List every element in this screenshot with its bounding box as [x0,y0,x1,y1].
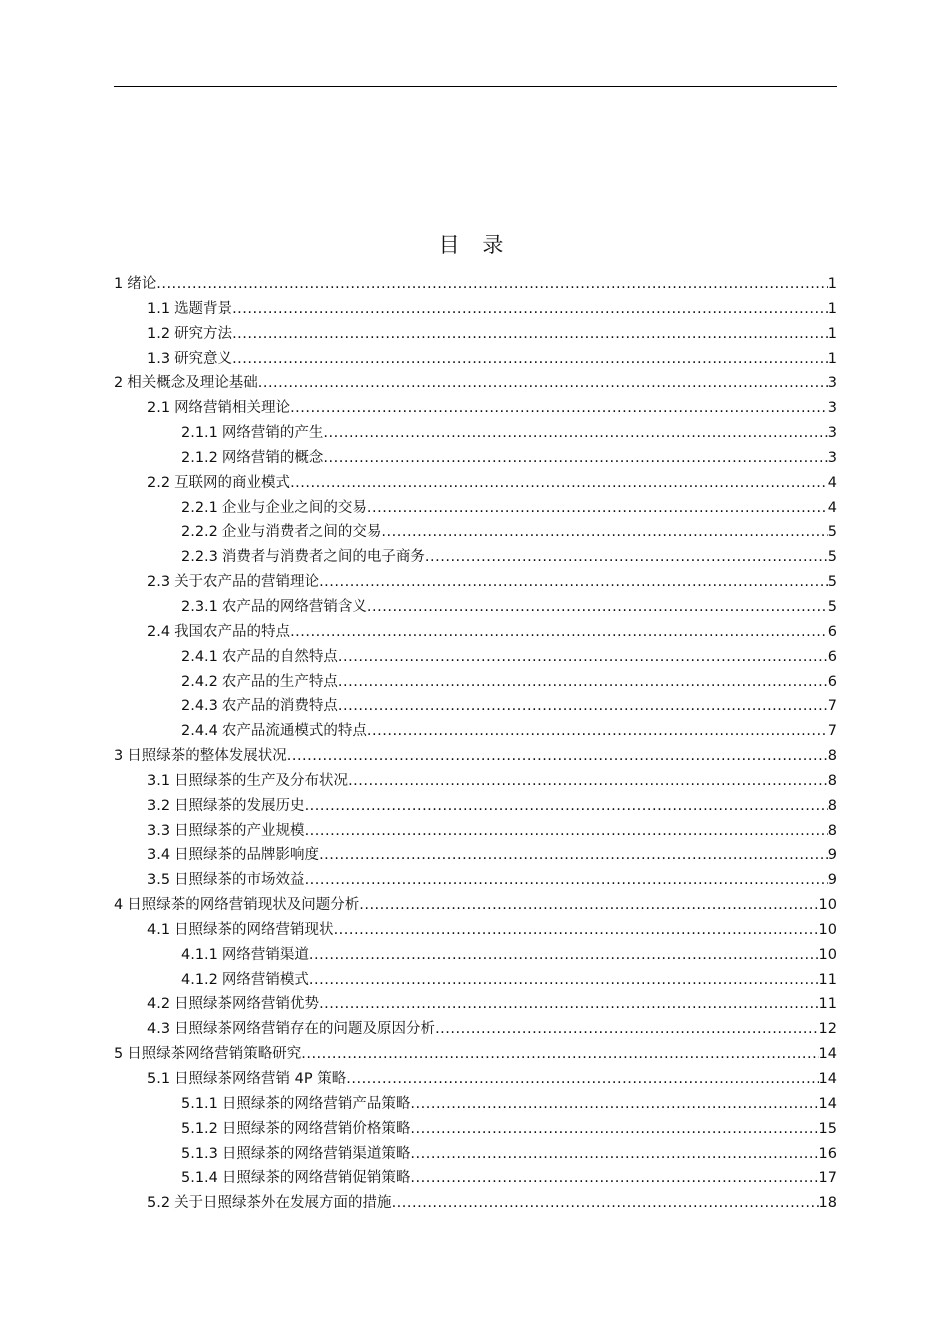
toc-dot-leader [156,272,828,297]
toc-entry-number: 2.4 [147,623,171,640]
toc-entry-title: 研究方法 [174,325,233,342]
toc-dot-leader [346,1067,818,1092]
toc-entry-number: 4 [114,897,124,914]
toc-entry-number: 4.1.1 [181,946,218,963]
toc-entry-title: 日照绿茶的网络营销促销策略 [221,1170,411,1187]
toc-entry[interactable] [114,943,837,968]
toc-entry-number: 3 [114,748,124,765]
toc-entry-number: 4.3 [147,1021,171,1038]
toc-dot-leader [305,794,828,819]
toc-dot-leader [410,1092,818,1117]
toc-entry-title: 消费者与消费者之间的电子商务 [221,549,425,566]
toc-entry-title: 网络营销相关理论 [174,400,291,417]
toc-entry-title: 日照绿茶的发展历史 [174,797,305,814]
toc-entry[interactable] [114,968,837,993]
toc-entry-page: 3 [827,425,837,442]
toc-entry[interactable] [114,272,837,297]
toc-dot-leader [359,893,818,918]
toc-dot-leader [232,322,828,347]
toc-entry[interactable] [114,719,837,744]
toc-entry-page: 3 [827,449,837,466]
toc-entry-page: 1 [827,325,837,342]
toc-dot-leader [319,992,818,1017]
toc-entry-page: 18 [818,1195,837,1212]
toc-entry-title: 日照绿茶网络营销 4P 策略 [174,1071,347,1087]
toc-entry-page: 5 [827,574,837,591]
toc-entry-page: 9 [827,872,837,889]
toc-entry-number: 2.2.3 [181,549,218,566]
toc-entry-title: 日照绿茶的市场效益 [174,872,305,889]
toc-dot-leader [348,769,828,794]
toc-entry-page: 8 [827,797,837,814]
toc-entry[interactable] [114,446,837,471]
toc-entry[interactable] [114,520,837,545]
toc-entry[interactable] [114,1017,837,1042]
toc-entry-page: 8 [827,822,837,839]
toc-entry-title: 我国农产品的特点 [174,623,291,640]
toc-entry[interactable] [114,819,837,844]
toc-entry[interactable] [114,620,837,645]
toc-entry[interactable] [114,471,837,496]
toc-entry-number: 2.4.1 [181,648,218,665]
toc-entry-title: 网络营销的产生 [221,425,324,442]
toc-entry-page: 1 [827,300,837,317]
toc-entry[interactable] [114,1117,837,1142]
toc-entry[interactable] [114,1191,837,1216]
toc-entry-title: 选题背景 [174,300,233,317]
toc-entry-page: 6 [827,623,837,640]
toc-dot-leader [367,496,828,521]
toc-title: 目 录 [438,233,512,257]
toc-entry[interactable] [114,893,837,918]
toc-dot-leader [425,545,828,570]
toc-entry-page: 5 [827,549,837,566]
toc-entry[interactable] [114,297,837,322]
toc-entry-number: 5.2 [147,1195,171,1212]
toc-entry-number: 5.1 [147,1071,171,1087]
toc-entry[interactable] [114,769,837,794]
toc-entry-title: 农产品的自然特点 [221,648,338,665]
toc-entry-number: 3.5 [147,872,171,889]
toc-entry-page: 1 [827,350,837,367]
toc-dot-leader [338,670,828,695]
toc-entry-title: 日照绿茶的品牌影响度 [174,847,320,864]
toc-entry-title: 日照绿茶网络营销存在的问题及原因分析 [174,1021,436,1038]
toc-entry-title: 日照绿茶的网络营销现状及问题分析 [127,897,360,914]
toc-entry-title: 日照绿茶的网络营销现状 [174,921,334,938]
toc-entry-page: 11 [818,971,837,988]
toc-entry-title: 相关概念及理论基础 [127,375,258,392]
toc-entry-page: 12 [818,1021,837,1038]
toc-dot-leader [319,843,828,868]
toc-entry-title: 农产品的消费特点 [221,698,338,715]
toc-entry-page: 14 [818,1095,837,1112]
toc-dot-leader [305,868,828,893]
toc-entry-title: 日照绿茶网络营销优势 [174,996,320,1013]
toc-dot-leader [309,968,819,993]
toc-entry-title: 绪论 [127,276,157,292]
toc-entry-number: 5.1.2 [181,1120,218,1137]
toc-entry-page: 10 [818,897,837,914]
toc-entry-page: 5 [827,598,837,615]
toc-entry-number: 2.1 [147,400,171,417]
toc-dot-leader [381,520,827,545]
toc-dot-leader [338,694,828,719]
toc-entry-page: 4 [827,499,837,516]
toc-entry-number: 2.4.3 [181,698,218,715]
toc-dot-leader [435,1017,818,1042]
toc-entry-number: 2.3 [147,574,171,591]
toc-entry-title: 企业与消费者之间的交易 [221,524,382,541]
toc-entry-title: 关于日照绿茶外在发展方面的措施 [174,1195,392,1212]
toc-entry[interactable] [114,868,837,893]
toc-entry-title: 日照绿茶的网络营销价格策略 [221,1120,411,1137]
toc-entry-title: 日照绿茶的产业规模 [174,822,305,839]
toc-entry-number: 4.1.2 [181,971,218,988]
toc-entry-title: 关于农产品的营销理论 [174,574,320,591]
table-of-contents [114,272,837,1216]
toc-entry[interactable] [114,371,837,396]
toc-entry-title: 网络营销的概念 [221,449,324,466]
toc-entry[interactable] [114,992,837,1017]
toc-entry-number: 4.2 [147,996,171,1013]
toc-dot-leader [410,1166,818,1191]
toc-entry[interactable] [114,843,837,868]
toc-entry[interactable] [114,595,837,620]
toc-dot-leader [290,620,828,645]
toc-entry-page: 8 [827,748,837,765]
toc-dot-leader [232,347,828,372]
toc-entry-page: 6 [827,648,837,665]
toc-dot-leader [232,297,828,322]
toc-entry[interactable] [114,347,837,372]
toc-entry-title: 网络营销模式 [221,971,309,988]
toc-entry-page: 9 [827,847,837,864]
toc-entry-number: 2.1.2 [181,449,218,466]
toc-dot-leader [392,1191,819,1216]
toc-entry[interactable] [114,1092,837,1117]
toc-entry-number: 3.1 [147,772,171,789]
toc-entry-number: 2.4.4 [181,723,218,740]
toc-entry-number: 5.1.3 [181,1145,218,1162]
toc-entry-number: 2.4.2 [181,673,218,690]
toc-dot-leader [290,396,828,421]
toc-entry[interactable] [114,570,837,595]
toc-entry-page: 16 [818,1145,837,1162]
toc-dot-leader [258,371,828,396]
toc-entry[interactable] [114,421,837,446]
toc-dot-leader [305,819,828,844]
toc-entry-page: 3 [827,400,837,417]
toc-entry[interactable] [114,645,837,670]
toc-entry[interactable] [114,1042,837,1067]
toc-entry-title: 网络营销渠道 [221,946,309,963]
toc-dot-leader [287,744,828,769]
toc-entry-title: 企业与企业之间的交易 [221,499,367,516]
toc-entry-number: 2 [114,375,124,392]
header-rule [114,86,837,87]
toc-dot-leader [367,719,828,744]
toc-entry-page: 4 [827,474,837,491]
toc-dot-leader [323,421,827,446]
toc-entry-page: 6 [827,673,837,690]
toc-entry[interactable] [114,1142,837,1167]
toc-entry-title: 农产品的网络营销含义 [221,598,367,615]
toc-entry-title: 农产品的生产特点 [221,673,338,690]
toc-entry-number: 2.2.1 [181,499,218,516]
toc-entry[interactable] [114,396,837,421]
toc-entry-page: 14 [818,1046,837,1063]
toc-entry[interactable] [114,496,837,521]
toc-entry-page: 11 [818,996,837,1013]
toc-entry[interactable] [114,744,837,769]
toc-dot-leader [367,595,828,620]
toc-entry[interactable] [114,1166,837,1191]
toc-entry[interactable] [114,322,837,347]
toc-entry-page: 3 [827,375,837,392]
toc-entry[interactable] [114,794,837,819]
toc-entry-page: 17 [818,1170,837,1187]
toc-entry-title: 农产品流通模式的特点 [221,723,367,740]
toc-entry-title: 日照绿茶的整体发展状况 [127,748,287,765]
toc-dot-leader [334,918,819,943]
toc-entry-title: 日照绿茶网络营销策略研究 [127,1046,302,1063]
toc-entry-title: 日照绿茶的生产及分布状况 [174,772,349,789]
toc-entry-title: 互联网的商业模式 [174,474,291,491]
toc-entry-number: 3.4 [147,847,171,864]
toc-entry-page: 8 [827,772,837,789]
toc-entry-title: 日照绿茶的网络营销渠道策略 [221,1145,411,1162]
toc-entry-number: 3.3 [147,822,171,839]
toc-dot-leader [338,645,828,670]
toc-dot-leader [309,943,819,968]
toc-dot-leader [410,1117,818,1142]
toc-entry-number: 4.1 [147,921,171,938]
toc-entry-page: 5 [827,524,837,541]
toc-dot-leader [301,1042,818,1067]
toc-entry-title: 研究意义 [174,350,233,367]
toc-entry-page: 10 [818,921,837,938]
toc-entry-number: 5.1.4 [181,1170,218,1187]
toc-entry-page: 15 [818,1120,837,1137]
toc-dot-leader [410,1142,818,1167]
toc-entry-number: 3.2 [147,797,171,814]
toc-entry-number: 1.1 [147,300,171,317]
toc-entry-number: 2.3.1 [181,598,218,615]
toc-entry-page: 10 [818,946,837,963]
toc-entry-number: 1.3 [147,350,171,367]
toc-entry-number: 2.1.1 [181,425,218,442]
toc-entry-number: 1.2 [147,325,171,342]
toc-entry[interactable] [114,694,837,719]
toc-dot-leader [319,570,828,595]
toc-entry-number: 1 [114,276,124,292]
toc-entry-number: 2.2.2 [181,524,218,541]
toc-entry-number: 5 [114,1046,124,1063]
toc-entry-title: 日照绿茶的网络营销产品策略 [221,1095,411,1112]
toc-entry-page: 1 [827,276,837,292]
toc-entry-page: 7 [827,698,837,715]
toc-entry[interactable] [114,545,837,570]
toc-entry[interactable] [114,670,837,695]
toc-entry-number: 2.2 [147,474,171,491]
toc-entry[interactable] [114,1067,837,1092]
toc-entry-number: 5.1.1 [181,1095,218,1112]
toc-dot-leader [323,446,827,471]
toc-entry-page: 7 [827,723,837,740]
toc-entry[interactable] [114,918,837,943]
toc-entry-page: 14 [818,1071,837,1087]
toc-dot-leader [290,471,828,496]
